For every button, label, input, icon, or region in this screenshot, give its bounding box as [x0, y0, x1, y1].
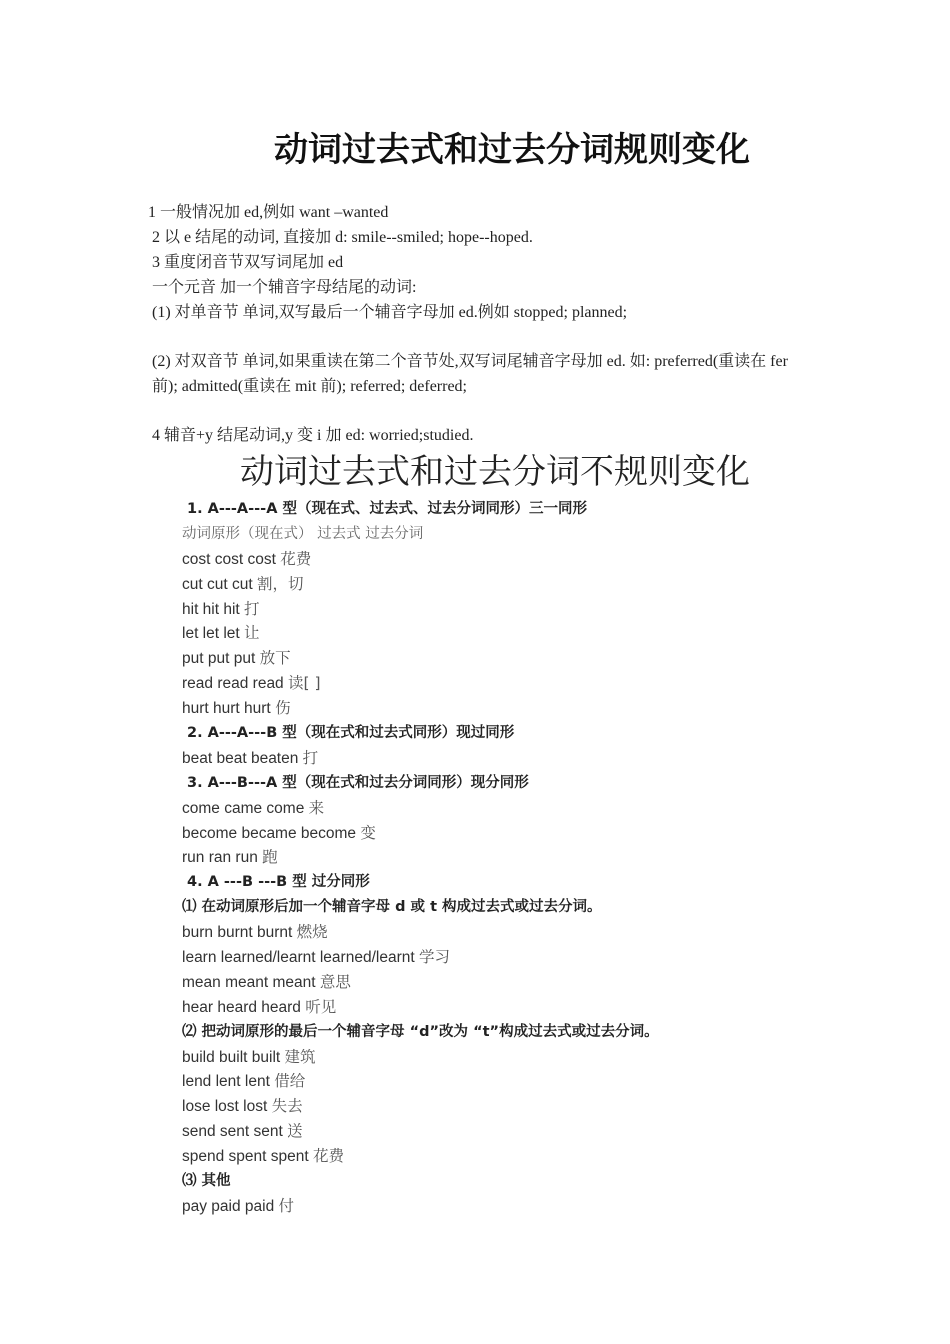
- spacer: [148, 399, 828, 423]
- type4-sub2-heading: ⑵ 把动词原形的最后一个辅音字母 “d”改为 “t”构成过去式或过去分词。: [182, 1023, 659, 1040]
- verb-forms: lend lent lent: [182, 1073, 270, 1091]
- verb-forms: become became become: [182, 824, 357, 842]
- verb-meaning: 打: [302, 748, 319, 767]
- verb-meaning: 让: [244, 624, 260, 643]
- verb-row: [182, 597, 822, 622]
- regular-rules: [148, 200, 828, 448]
- verb-row: [182, 572, 822, 597]
- column-header: 动词原形（现在式） 过去式 过去分词: [182, 525, 424, 542]
- verb-forms: read read read: [182, 675, 284, 693]
- rule-3-1: (1) 对单音节 单词,双写最后一个辅音字母加 ed.例如 stopped; planned;: [152, 304, 628, 321]
- verb-meaning: 割，切: [256, 574, 304, 593]
- rule-1: 1 一般情况加 ed,例如 want –wanted: [148, 204, 389, 221]
- verb-row: [182, 1045, 822, 1070]
- verb-row: [182, 746, 822, 771]
- verb-forms: hear heard heard: [182, 998, 301, 1016]
- verb-meaning: 花费: [280, 549, 312, 568]
- verb-meaning: 借给: [274, 1072, 306, 1091]
- verb-meaning: 燃烧: [296, 923, 328, 942]
- verb-meaning: 放下: [259, 649, 291, 668]
- type4-sub3-list: [182, 1194, 822, 1219]
- irregular-list: [182, 497, 822, 1219]
- verb-meaning: 伤: [275, 699, 291, 718]
- verb-meaning: 听见: [305, 997, 337, 1016]
- verb-forms: beat beat beaten: [182, 749, 299, 767]
- verb-meaning: 意思: [319, 972, 351, 991]
- verb-meaning: 打: [244, 599, 260, 618]
- verb-forms: come came come: [182, 799, 305, 817]
- type3-list: [182, 796, 822, 871]
- verb-forms: hurt hurt hurt: [182, 700, 271, 718]
- verb-row: [182, 646, 822, 671]
- type4-heading: 4. A ---B ---B 型 过分同形: [187, 874, 370, 891]
- verb-meaning: 跑: [262, 848, 278, 867]
- verb-meaning: 送: [287, 1122, 303, 1141]
- type2-list: [182, 746, 822, 771]
- type4-sub1-list: [182, 920, 822, 1020]
- verb-forms: send sent sent: [182, 1123, 283, 1141]
- verb-row: [182, 1194, 822, 1219]
- type1-heading: 1. A---A---A 型（现在式、过去式、过去分词同形）三一同形: [187, 501, 587, 517]
- type1-list: [182, 547, 822, 721]
- type4-sub1-heading: ⑴ 在动词原形后加一个辅音字母 d 或 t 构成过去式或过去分词。: [182, 899, 602, 916]
- verb-meaning: 失去: [271, 1097, 303, 1116]
- verb-row: [182, 1144, 822, 1169]
- verb-forms: hit hit hit: [182, 600, 240, 618]
- verb-meaning: 花费: [313, 1147, 345, 1166]
- verb-meaning: 来: [308, 798, 325, 817]
- verb-row: [182, 671, 822, 696]
- verb-row: [182, 1069, 822, 1094]
- verb-row: [182, 1094, 822, 1119]
- type4-sub2-list: [182, 1045, 822, 1169]
- rule-3-desc: 一个元音 加一个辅音字母结尾的动词:: [152, 279, 417, 296]
- verb-forms: mean meant meant: [182, 973, 316, 991]
- verb-forms: spend spent spent: [182, 1148, 309, 1166]
- spacer: [148, 325, 828, 349]
- verb-forms: put put put: [182, 650, 256, 668]
- verb-row: [182, 547, 822, 572]
- regular-title: 动词过去式和过去分词规则变化: [274, 130, 750, 170]
- verb-row: [182, 970, 822, 995]
- type4-sub3-heading: ⑶ 其他: [182, 1173, 231, 1190]
- verb-row: [182, 920, 822, 945]
- verb-forms: pay paid paid: [182, 1197, 275, 1215]
- verb-row: [182, 845, 822, 870]
- type3-heading: 3. A---B---A 型（现在式和过去分词同形）现分同形: [187, 774, 529, 791]
- rule-3-2: (2) 对双音节 单词,如果重读在第二个音节处,双写词尾辅音字母加 ed. 如: preferred(重读在 fer 前); admitted(重读在 mit 前); referred; deferred;: [152, 353, 788, 395]
- verb-meaning: 学习: [418, 948, 450, 967]
- verb-meaning: 变: [360, 823, 376, 842]
- verb-meaning: 建筑: [284, 1047, 316, 1066]
- verb-forms: run ran run: [182, 849, 258, 867]
- verb-row: [182, 696, 822, 721]
- verb-row: [182, 995, 822, 1020]
- verb-forms: cost cost cost: [182, 550, 276, 568]
- verb-forms: lose lost lost: [182, 1098, 268, 1116]
- verb-row: [182, 945, 822, 970]
- verb-row: [182, 621, 822, 646]
- verb-row: [182, 796, 822, 821]
- rule-3: 3 重度闭音节双写词尾加 ed: [152, 254, 344, 271]
- rule-2: 2 以 e 结尾的动词, 直接加 d: smile--smiled; hope--hoped.: [152, 229, 533, 246]
- rule-4: 4 辅音+y 结尾动词,y 变 i 加 ed: worried;studied.: [152, 427, 474, 444]
- verb-forms: learn learned/learnt learned/learnt: [182, 949, 415, 967]
- verb-forms: let let let: [182, 625, 240, 643]
- type2-heading: 2. A---A---B 型（现在式和过去式同形）现过同形: [187, 725, 515, 742]
- verb-row: [182, 1119, 822, 1144]
- irregular-title: 动词过去式和过去分词不规则变化: [240, 452, 750, 492]
- verb-forms: cut cut cut: [182, 575, 253, 593]
- verb-meaning: 读[ ]: [288, 674, 321, 693]
- verb-forms: build built built: [182, 1048, 281, 1066]
- verb-meaning: 付: [278, 1196, 295, 1215]
- verb-forms: burn burnt burnt: [182, 924, 293, 942]
- verb-row: [182, 821, 822, 846]
